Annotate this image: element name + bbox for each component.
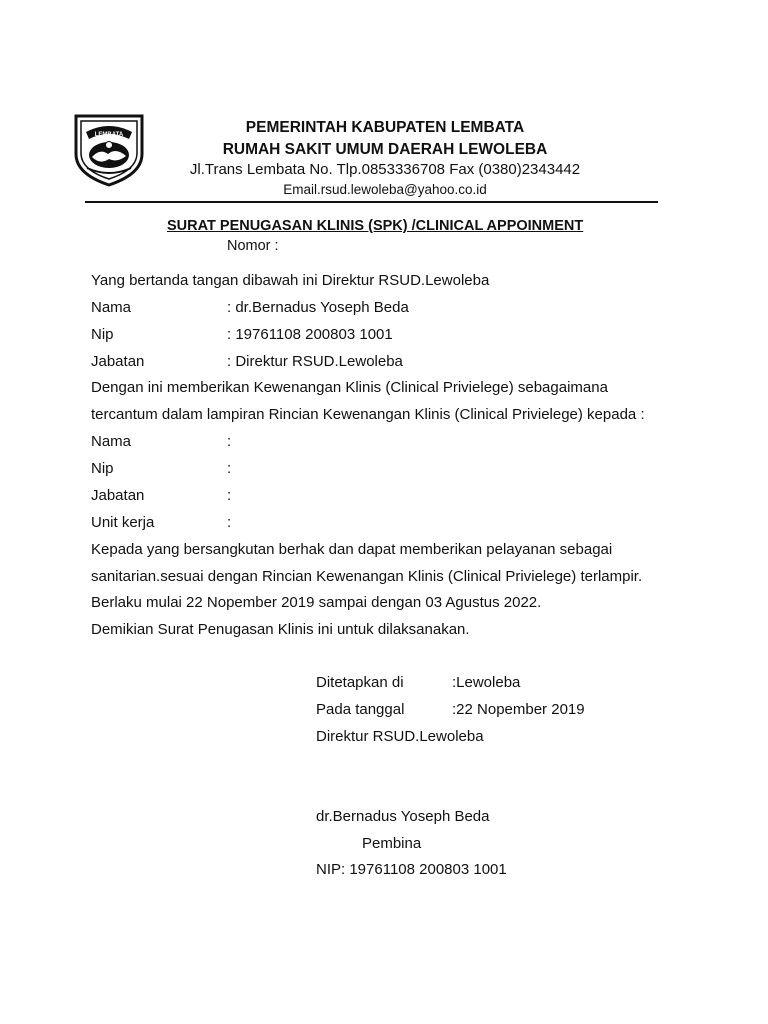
recipient-name-value: : [227,433,232,450]
date-label: Pada tanggal [316,701,405,718]
grant-text-line: Dengan ini memberikan Kewenangan Klinis (Clinical Privielege) sebagaimana [91,379,608,396]
letterhead-divider [85,201,658,203]
closing-text-line: Kepada yang bersangkutan berhak dan dapat memberikan pelayanan sebagai [91,541,613,558]
signer-name-label: Nama [91,299,132,316]
recipient-position-value: : [227,487,232,504]
recipient-name-label: Nama [91,433,132,450]
closing-text-line: sanitarian.sesuai dengan Rincian Kewenangan Klinis (Clinical Privielege) terlampir. [91,568,643,585]
letter-title: SURAT PENUGASAN KLINIS (SPK) /CLINICAL APPOINMENT [167,218,584,234]
recipient-nip-value: : [227,460,232,477]
recipient-unit-value: : [227,514,232,531]
grant-text-line: tercantum dalam lampiran Rincian Kewenangan Klinis (Clinical Privielege) kepada : [91,406,645,423]
letterhead-email: Email.rsud.lewoleba@yahoo.co.id [283,182,487,197]
signer-position-label: Jabatan [91,353,145,370]
recipient-position-label: Jabatan [91,487,145,504]
regency-logo-icon [70,112,148,188]
recipient-unit-label: Unit kerja [91,514,155,531]
letter-number: Nomor : [227,238,279,254]
place-value: :Lewoleba [452,674,521,691]
place-label: Ditetapkan di [316,674,404,691]
intro-text: Yang bertanda tangan dibawah ini Direktur RSUD.Lewoleba [91,272,490,289]
signer-nip-label: Nip [91,326,114,343]
signer-position-value: : Direktur RSUD.Lewoleba [227,353,403,370]
signer-title: Direktur RSUD.Lewoleba [316,728,484,745]
signer-name-value: : dr.Bernadus Yoseph Beda [227,299,409,316]
letterhead-address: Jl.Trans Lembata No. Tlp.0853336708 Fax (0380)2343442 [189,161,581,178]
closing-statement: Demikian Surat Penugasan Klinis ini untuk dilaksanakan. [91,621,470,638]
logo-text: LEMBATA [94,132,124,138]
validity-text: Berlaku mulai 22 Nopember 2019 sampai dengan 03 Agustus 2022. [91,594,542,611]
letterhead-hospital: RUMAH SAKIT UMUM DAERAH LEWOLEBA [222,141,548,158]
signer-name: dr.Bernadus Yoseph Beda [316,808,490,825]
signer-nip-value: : 19761108 200803 1001 [227,326,393,343]
letterhead-government: PEMERINTAH KABUPATEN LEMBATA [245,119,525,136]
signer-rank: Pembina [362,835,422,852]
date-value: :22 Nopember 2019 [452,701,585,718]
signer-nip: NIP: 19761108 200803 1001 [316,861,507,878]
recipient-nip-label: Nip [91,460,114,477]
